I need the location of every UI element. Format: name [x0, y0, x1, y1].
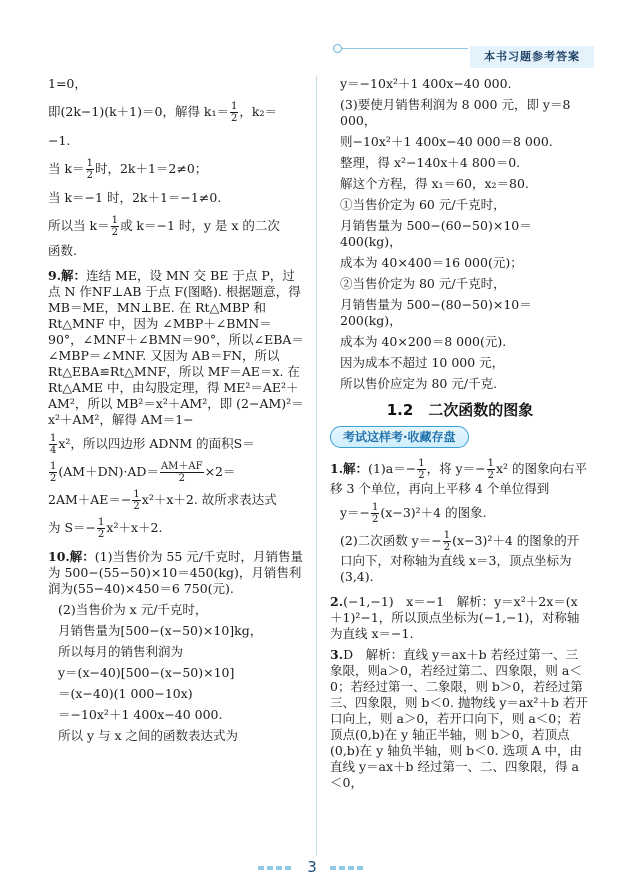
paragraph: 所以每月的销售利润为 [58, 644, 184, 659]
column-divider [316, 76, 317, 856]
left-column [48, 76, 306, 749]
equation: 则−10x²＋1 400x−40 000＝8 000. [340, 134, 553, 149]
paragraph: 为 S＝− $\frac{1}{2}$ x²＋x＋2. [48, 517, 163, 540]
fraction: $\frac{1}{2}$ [86, 158, 93, 181]
paragraph: −1. [48, 133, 71, 148]
footer-ornament-left [258, 866, 294, 870]
footer-ornament-right [330, 866, 366, 870]
paragraph: $\frac{1}{4}$ x²，所以四边形 ADNM 的面积S＝ [50, 433, 255, 456]
paragraph: (3)要使月销售利润为 8 000 元，即 y＝8 000， [340, 97, 571, 128]
question-10: 10.解：(1)当售价为 55 元/千克时，月销售量为 500−(55−50)×10＝450(kg)，月销售利润为(55−40)×450＝6 750(元). [48, 549, 304, 596]
paragraph: 函数. [48, 243, 77, 258]
question-1: 1.解：(1)a＝− $\frac{1}{2}$ ，将 y＝− $\frac{1}{2}$ x² 的图象向右平移 3 个单位，再向上平移 4 个单位得到 [330, 458, 588, 496]
paragraph: $\frac{1}{2}$ (AM＋DN)·AD＝ $\frac{AM+AF}{2}$ ×2＝ [50, 461, 236, 484]
header-dot-ornament [333, 44, 342, 53]
question-number: 1.解： [330, 461, 369, 476]
fraction: $\frac{AM+AF}{2}$ [160, 461, 203, 484]
exam-badge: 考试这样考·收藏存盘 [330, 426, 469, 448]
section-title: 1.2 二次函数的图象 [386, 401, 534, 419]
equation: 解这个方程，得 x₁＝60，x₂＝80. [340, 176, 529, 191]
question-2: 2.(−1,−1) x＝−1 解析：y＝x²＋2x＝(x＋1)²−1，所以顶点坐标为(−1,−1)，对称轴为直线 x＝−1. [330, 594, 580, 641]
question-number: 10.解： [48, 549, 95, 564]
paragraph: y＝− $\frac{1}{2}$ (x−3)²＋4 的图象. [340, 502, 487, 525]
fraction: $\frac{1}{2}$ [487, 458, 494, 481]
paragraph: 即(2k−1)(k＋1)＝0，解得 k₁＝ $\frac{1}{2}$ ，k₂＝ [48, 101, 277, 124]
fraction: $\frac{1}{2}$ [372, 502, 379, 525]
paragraph: 2AM＋AE＝− $\frac{1}{2}$ x²＋x＋2. 故所求表达式 [48, 489, 277, 512]
fraction: $\frac{1}{2}$ [443, 530, 451, 553]
paragraph: 当 k＝−1 时，2k＋1＝−1≠0. [48, 190, 222, 205]
paragraph: ①当售价定为 60 元/千克时， [340, 197, 506, 212]
paragraph: 月销售量为 500−(80−50)×10＝200(kg)， [340, 297, 532, 328]
fraction: $\frac{1}{2}$ [50, 461, 57, 484]
paragraph: 因为成本不超过 10 000 元， [340, 355, 505, 370]
paragraph: 所以当 k＝ $\frac{1}{2}$ 或 k＝−1 时，y 是 x 的二次 [48, 215, 280, 238]
paragraph: 所以 y 与 x 之间的函数表达式为 [58, 728, 239, 743]
paragraph: 1=0， [48, 76, 87, 91]
question-number: 9.解： [48, 268, 87, 283]
header-rule [338, 48, 468, 49]
paragraph: 成本为 40×400＝16 000(元)； [340, 255, 523, 270]
paragraph: 成本为 40×200＝8 000(元). [340, 334, 507, 349]
paragraph: (2)当售价为 x 元/千克时， [58, 602, 208, 617]
equation: ＝(x−40)(1 000−10x) [58, 686, 193, 701]
equation: y＝(x−40)[500−(x−50)×10] [58, 665, 235, 680]
paragraph: ②当售价定为 80 元/千克时， [340, 276, 506, 291]
paragraph: 月销售量为 500−(60−50)×10＝400(kg)， [340, 218, 532, 249]
page-number: 3 [307, 858, 317, 876]
fraction: $\frac{1}{2}$ [98, 517, 105, 540]
fraction: $\frac{1}{4}$ [50, 433, 57, 456]
paragraph: 月销售量为[500−(x−50)×10]kg， [58, 623, 263, 638]
question-9: 9.解：连结 ME，设 MN 交 BE 于点 P，过点 N 作NF⊥AB 于点 F(图略). 根据题意，得 MB＝ME，MN⊥BE. 在 Rt△MBP 和 Rt△MNF 中，因为 ∠MBP＋∠BMN＝90°，∠MNF＋∠BMN＝90°，所以∠EBA＝∠MBP＝∠MNF. 又因为 AB＝FN，所以 Rt△EBA≌Rt△MNF，所以 MF＝AE＝x. 在Rt△AME 中，由勾股定理，得 ME²＝AE²＋AM²，所以 MB²＝x²＋AM²，即 (2−AM)²＝x²＋AM²，解得 AM＝1− [48, 268, 304, 427]
right-column [330, 76, 590, 796]
fraction: $\frac{1}{2}$ [418, 458, 425, 481]
fraction: $\frac{1}{2}$ [231, 101, 238, 124]
paragraph: 所以售价应定为 80 元/千克. [340, 376, 498, 391]
question-3: 3.D 解析：直线 y＝ax＋b 若经过第一、三象限，则a＞0，若经过第二、四象限，则 a＜0；若经过第一、二象限，则 b＞0，若经过第三、四象限，则 b＜0. 抛物线 y＝ax²＋b 若开口向上，则 a＞0，若开口向下，则 a＜0；若顶点(0,b)在 y 轴正半轴，则 b＞0，若顶点(0,b)在 y 轴负半轴，则 b＜0. 选项 A 中，由直线 y＝ax＋b 经过第一、二、四象限，得 a＜0， [330, 647, 588, 790]
running-header-title: 本书习题参考答案 [470, 46, 594, 68]
equation: 整理，得 x²−140x＋4 800＝0. [340, 155, 521, 170]
equation: y＝−10x²＋1 400x−40 000. [340, 76, 512, 91]
equation: ＝−10x²＋1 400x−40 000. [58, 707, 223, 722]
paragraph: 当 k＝ $\frac{1}{2}$ 时，2k＋1＝2≠0； [48, 158, 208, 181]
question-number: 3. [330, 647, 344, 662]
fraction: $\frac{1}{2}$ [133, 489, 140, 512]
fraction: $\frac{1}{2}$ [111, 215, 118, 238]
paragraph: (2)二次函数 y＝− $\frac{1}{2}$ (x−3)²＋4 的图象的开口向下，对称轴为直线 x＝3，顶点坐标为(3,4). [340, 530, 580, 584]
question-number: 2. [330, 594, 344, 609]
